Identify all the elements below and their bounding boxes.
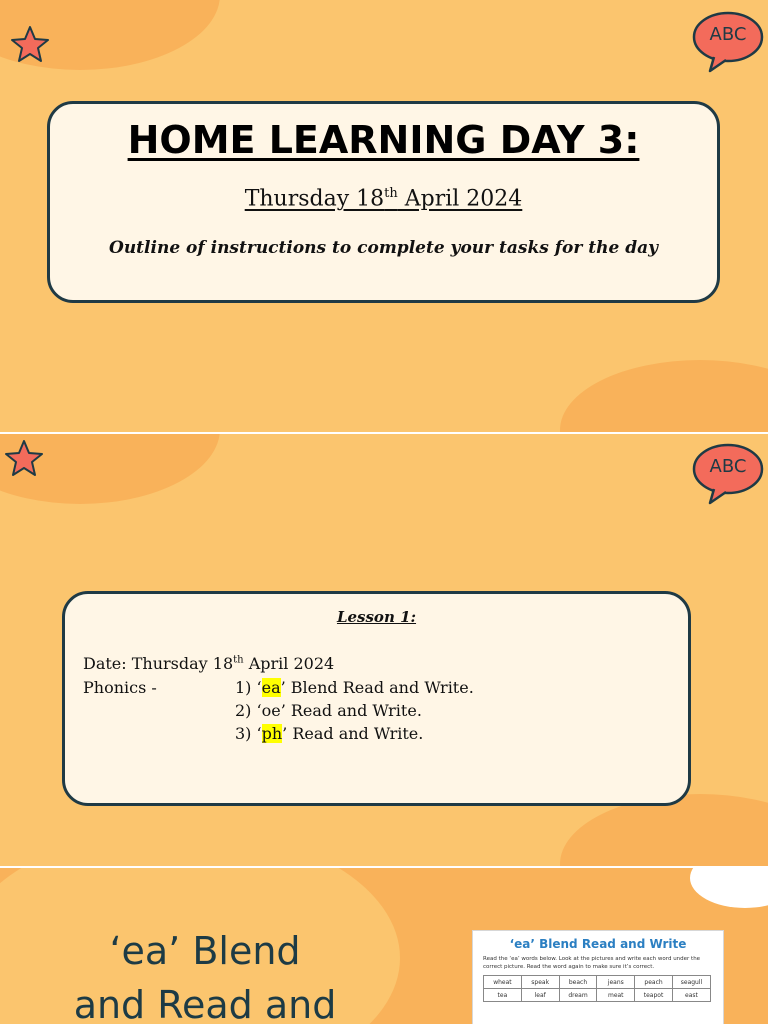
worksheet-instructions: Read the ‘ea’ words below. Look at the pictures and write each word under the correct picture. Read the word again to make sure it’s correct. xyxy=(483,956,701,970)
table-cell: tea xyxy=(484,989,522,1002)
slide-3 xyxy=(0,868,768,1024)
subtitle: Outline of instructions to complete your tasks for the day xyxy=(109,238,658,258)
star-icon xyxy=(10,24,50,64)
slide-title-line-1: ‘ea’ Blend xyxy=(109,929,301,973)
table-cell: meat xyxy=(597,989,635,1002)
lesson-heading: Lesson 1: xyxy=(336,608,417,626)
abc-speech-bubble-icon xyxy=(690,10,766,74)
decorative-blob xyxy=(560,360,768,432)
table-cell: east xyxy=(672,989,710,1002)
lesson-item: 3) ‘ph’ Read and Write. xyxy=(235,724,424,743)
star-icon xyxy=(4,438,44,478)
table-cell: beach xyxy=(559,976,597,989)
table-cell: jeans xyxy=(597,976,635,989)
worksheet-thumbnail xyxy=(472,930,724,1024)
title-card xyxy=(47,101,720,303)
phonics-label: Phonics - xyxy=(83,678,157,697)
abc-speech-bubble-icon xyxy=(690,442,766,506)
table-cell: leaf xyxy=(521,989,559,1002)
date-line: Thursday 18th April 2024 xyxy=(244,186,523,212)
page-title: HOME LEARNING DAY 3: xyxy=(127,118,640,162)
abc-badge-text: ABC xyxy=(709,456,747,477)
table-row xyxy=(484,976,711,989)
worksheet-title: ‘ea’ Blend Read and Write xyxy=(509,937,687,951)
lesson-item: 1) ‘ea’ Blend Read and Write. xyxy=(235,678,474,697)
abc-badge-text: ABC xyxy=(709,24,747,45)
table-cell: teapot xyxy=(635,989,673,1002)
lesson-item: 2) ‘oe’ Read and Write. xyxy=(235,701,422,720)
table-cell: wheat xyxy=(484,976,522,989)
word-table xyxy=(483,975,711,1002)
table-cell: peach xyxy=(635,976,673,989)
table-cell: seagull xyxy=(672,976,710,989)
lesson-date-line: Date: Thursday 18th April 2024 xyxy=(83,654,335,673)
lesson-card xyxy=(62,591,691,806)
table-cell: dream xyxy=(559,989,597,1002)
table-cell: speak xyxy=(521,976,559,989)
slide-1 xyxy=(0,0,768,432)
slide-title-line-2: and Read and xyxy=(73,983,337,1024)
table-row xyxy=(484,989,711,1002)
slide-2 xyxy=(0,434,768,866)
decorative-cloud xyxy=(690,868,768,908)
